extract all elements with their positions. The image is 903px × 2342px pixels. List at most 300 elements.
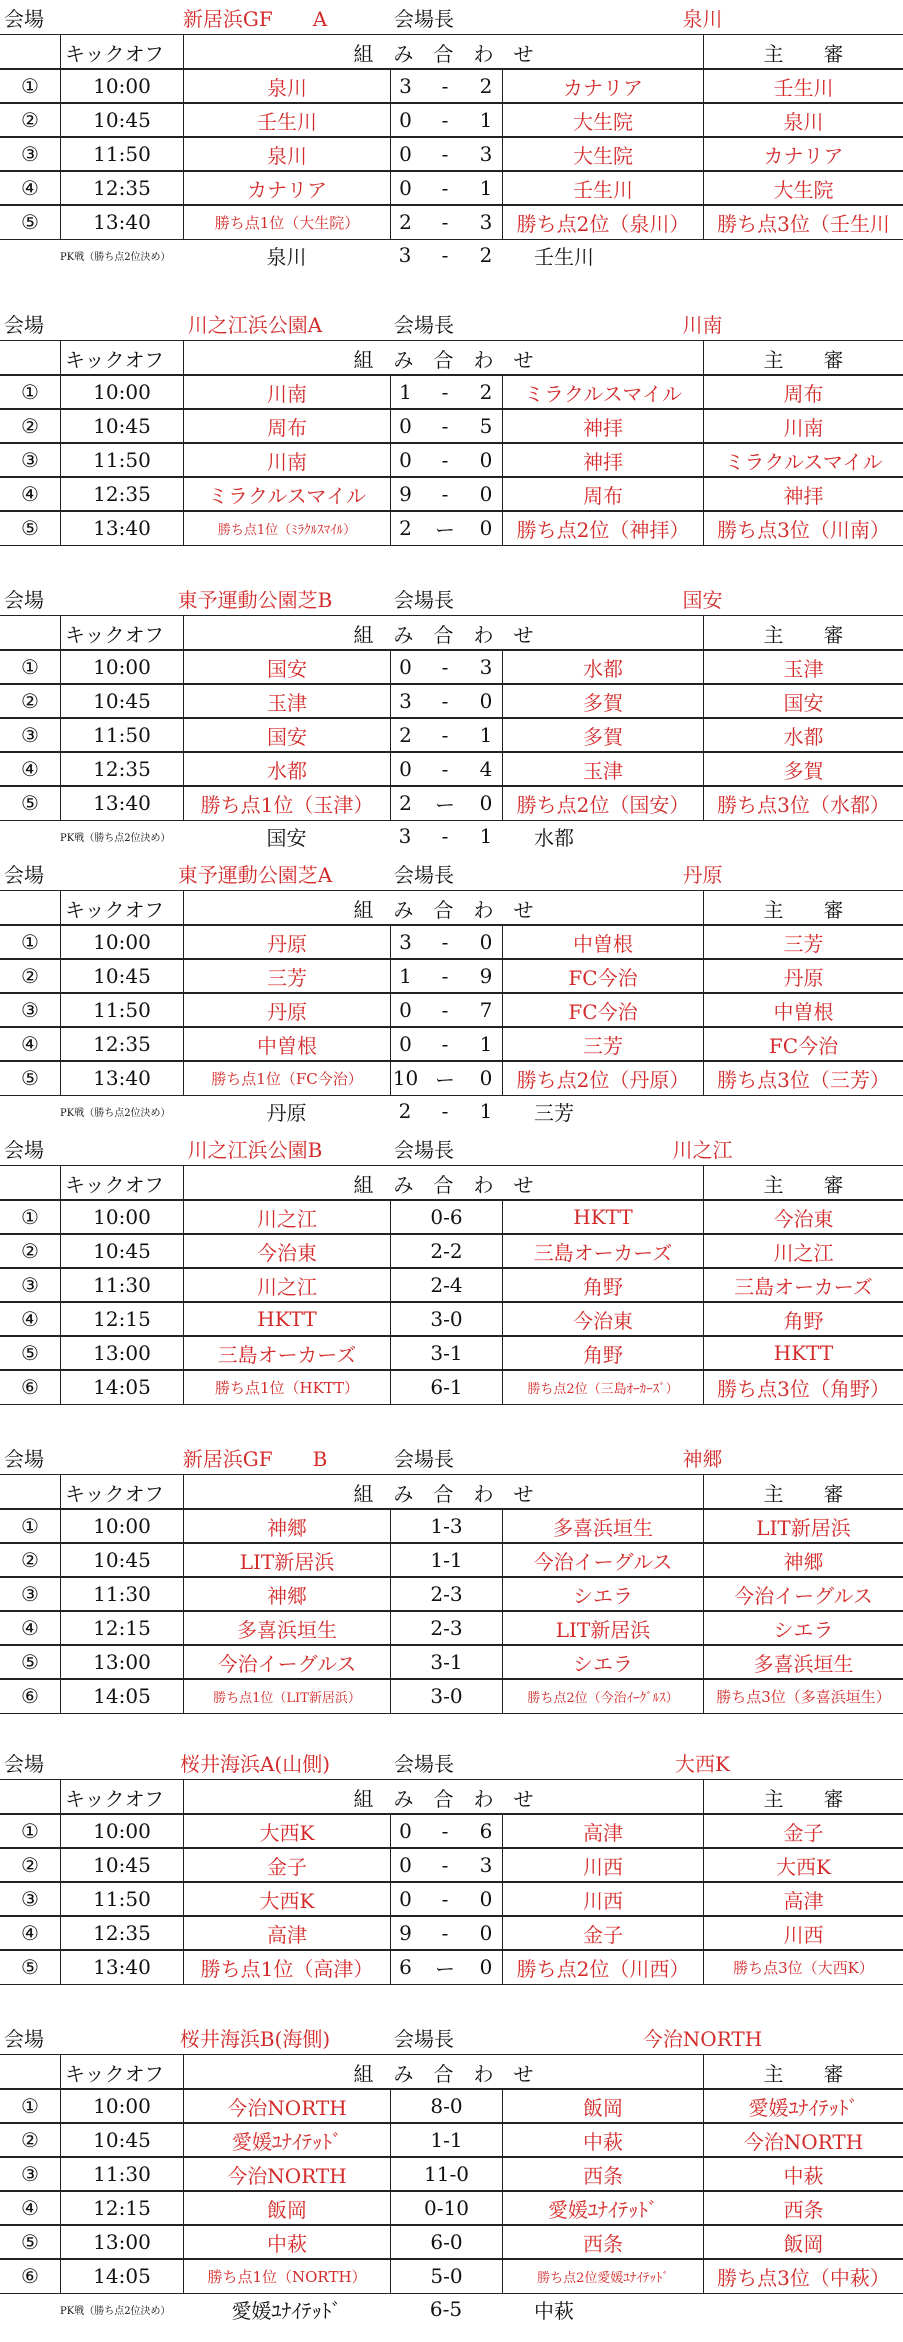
match-away-team: 玉津 (502, 752, 703, 786)
match-row (0, 510, 903, 546)
match-home-team: 今治NORTH (183, 2089, 390, 2123)
match-score-away: 3 (479, 1853, 493, 1877)
match-score-dash: - (441, 1921, 449, 1945)
match-referee: 西条 (703, 2191, 903, 2225)
match-score-away: 3 (479, 210, 493, 234)
column-no (0, 616, 60, 650)
match-row (0, 476, 903, 512)
match-home-team: 今治東 (183, 1234, 390, 1268)
match-referee: 川南 (703, 409, 903, 443)
match-kickoff-time: 10:45 (60, 2123, 183, 2157)
match-score-dash: ー (435, 1956, 455, 1981)
pk-away-team: 中萩 (534, 2298, 574, 2323)
match-kickoff-time: 13:40 (60, 786, 183, 820)
column-kickoff: キックオフ (60, 891, 183, 925)
match-number: ③ (21, 1273, 39, 1297)
match-referee: FC今治 (703, 1027, 903, 1061)
column-no (0, 1780, 60, 1814)
match-home-team: カナリア (183, 171, 390, 205)
match-away-team: 勝ち点2位（泉川） (502, 205, 703, 239)
match-referee: 金子 (703, 1814, 903, 1848)
match-number: ② (21, 1239, 39, 1263)
column-match: 組 み 合 わ せ (183, 891, 703, 925)
match-kickoff-time: 11:30 (60, 2157, 183, 2191)
match-home-team: 金子 (183, 1848, 390, 1882)
column-header-row (0, 1779, 903, 1815)
column-header-row (0, 1165, 903, 1201)
match-referee: 勝ち点3位（中萩） (703, 2259, 903, 2293)
match-row (0, 924, 903, 960)
match-score: 3-1 (390, 1645, 502, 1679)
match-number: ③ (21, 1887, 39, 1911)
match-home-team: 壬生川 (183, 103, 390, 137)
match-number: ④ (21, 1616, 39, 1640)
match-score-away: 6 (479, 1819, 493, 1843)
match-number: ⑤ (21, 1066, 39, 1090)
match-score-dash: ー (435, 1067, 455, 1092)
column-no (0, 1475, 60, 1509)
venue-head-name: 川南 (682, 312, 723, 337)
match-number: ④ (21, 1921, 39, 1945)
match-away-team: 多喜浜垣生 (502, 1509, 703, 1543)
match-home-team: 高津 (183, 1916, 390, 1950)
venue-head-label: 会場長 (394, 862, 454, 887)
match-away-team: 多賀 (502, 718, 703, 752)
pk-score-home: 2 (398, 1099, 412, 1123)
match-away-team: 中萩 (502, 2123, 703, 2157)
match-score-dash: - (441, 723, 449, 747)
match-score-dash: - (441, 380, 449, 404)
match-score-away: 3 (479, 655, 493, 679)
match-home-team: HKTT (183, 1302, 390, 1336)
pk-note: PK戦（勝ち点2位決め） (60, 2305, 171, 2317)
match-home-team: 勝ち点1位（ﾐﾗｸﾙｽﾏｲﾙ） (183, 511, 390, 545)
column-kickoff: キックオフ (60, 35, 183, 69)
match-score-away: 0 (479, 448, 493, 472)
match-away-team: 角野 (502, 1268, 703, 1302)
column-referee: 主 審 (703, 35, 903, 69)
venue-head-name: 川之江 (672, 1137, 733, 1162)
column-referee: 主 審 (703, 1166, 903, 1200)
match-referee: ミラクルスマイル (703, 443, 903, 477)
match-score-home: 0 (390, 1882, 420, 1916)
match-away-team: 勝ち点2位（川西） (502, 1950, 703, 1984)
match-kickoff-time: 12:15 (60, 2191, 183, 2225)
match-row (0, 1335, 903, 1371)
column-header-row (0, 34, 903, 70)
match-referee: 勝ち点3位（三芳） (703, 1061, 903, 1095)
match-kickoff-time: 10:45 (60, 103, 183, 137)
column-no (0, 341, 60, 375)
match-away-team: LIT新居浜 (502, 1611, 703, 1645)
match-kickoff-time: 11:50 (60, 993, 183, 1027)
match-home-team: 水都 (183, 752, 390, 786)
match-number: ③ (21, 142, 39, 166)
match-away-team: シエラ (502, 1577, 703, 1611)
match-score: 6-0 (390, 2225, 502, 2259)
match-referee: 多喜浜垣生 (703, 1645, 903, 1679)
match-score-home: 0 (390, 1848, 420, 1882)
column-header-row (0, 615, 903, 651)
match-away-team: 勝ち点2位（国安） (502, 786, 703, 820)
match-row (0, 2088, 903, 2124)
match-home-team: 玉津 (183, 684, 390, 718)
venue-head-name: 泉川 (682, 6, 723, 31)
pk-row (0, 238, 903, 272)
match-score-away: 0 (479, 1921, 493, 1945)
match-row (0, 1267, 903, 1303)
match-kickoff-time: 13:00 (60, 1645, 183, 1679)
venue-head-label: 会場長 (394, 6, 454, 31)
venue-name: 桜井海浜B(海側) (179, 2026, 331, 2051)
match-referee: 川之江 (703, 1234, 903, 1268)
match-score-away: 1 (479, 108, 493, 132)
match-number: ④ (21, 757, 39, 781)
match-away-team: 神拝 (502, 443, 703, 477)
match-kickoff-time: 10:00 (60, 2089, 183, 2123)
match-referee: 今治イーグルス (703, 1577, 903, 1611)
match-home-team: 愛媛ﾕﾅｲﾃｯﾄﾞ (183, 2123, 390, 2157)
match-home-team: 国安 (183, 650, 390, 684)
column-match: 組 み 合 わ せ (183, 1166, 703, 1200)
match-score: 3-0 (390, 1679, 502, 1713)
match-referee: 多賀 (703, 752, 903, 786)
match-row (0, 374, 903, 410)
match-home-team: 泉川 (183, 137, 390, 171)
match-referee: 中曽根 (703, 993, 903, 1027)
match-kickoff-time: 13:00 (60, 2225, 183, 2259)
column-no (0, 891, 60, 925)
match-number: ④ (21, 1307, 39, 1331)
match-away-team: 大生院 (502, 137, 703, 171)
match-referee: 泉川 (703, 103, 903, 137)
match-kickoff-time: 14:05 (60, 2259, 183, 2293)
match-score-home: 6 (390, 1950, 420, 1984)
match-score-home: 3 (390, 69, 420, 103)
match-home-team: 神郷 (183, 1577, 390, 1611)
match-home-team: 川之江 (183, 1200, 390, 1234)
pk-score-away: 1 (479, 1099, 493, 1123)
match-referee: 玉津 (703, 650, 903, 684)
match-number: ② (21, 964, 39, 988)
match-kickoff-time: 11:50 (60, 443, 183, 477)
match-referee: HKTT (703, 1336, 903, 1370)
match-home-team: 勝ち点1位（FC今治） (183, 1061, 390, 1095)
match-home-team: 勝ち点1位（大生院） (183, 205, 390, 239)
match-kickoff-time: 11:50 (60, 1882, 183, 1916)
match-home-team: 中萩 (183, 2225, 390, 2259)
match-row (0, 1813, 903, 1849)
match-number: ② (21, 1548, 39, 1572)
match-score-away: 2 (479, 380, 493, 404)
match-row (0, 170, 903, 206)
venue-head-name: 大西K (675, 1751, 730, 1776)
venue-head-label: 会場長 (394, 1446, 454, 1471)
match-away-team: HKTT (502, 1200, 703, 1234)
match-row (0, 1508, 903, 1544)
match-score-home: 2 (390, 786, 420, 820)
match-row (0, 2156, 903, 2192)
match-away-team: 中曽根 (502, 925, 703, 959)
match-score-dash: - (441, 108, 449, 132)
venue-header-row (0, 856, 903, 890)
match-referee: カナリア (703, 137, 903, 171)
match-row (0, 408, 903, 444)
pk-row (0, 819, 903, 853)
venue-header-row (0, 1131, 903, 1165)
match-away-team: 水都 (502, 650, 703, 684)
match-number: ⑥ (21, 1684, 39, 1708)
match-score-home: 10 (390, 1061, 420, 1095)
match-away-team: 勝ち点2位（今治ｲｰｸﾞﾙｽ） (502, 1679, 703, 1713)
match-home-team: 大西K (183, 1882, 390, 1916)
match-number: ② (21, 2128, 39, 2152)
match-row (0, 102, 903, 138)
match-score: 6-1 (390, 1370, 502, 1404)
match-row (0, 1369, 903, 1405)
match-score-dash: - (441, 1032, 449, 1056)
match-score-home: 0 (390, 171, 420, 205)
match-score-dash: - (441, 655, 449, 679)
match-score-dash: - (441, 930, 449, 954)
pk-score-dash: - (441, 1099, 449, 1123)
pk-home-team: 愛媛ﾕﾅｲﾃｯﾄﾞ (231, 2298, 342, 2323)
match-referee: 大西K (703, 1848, 903, 1882)
match-score-home: 0 (390, 650, 420, 684)
column-no (0, 1166, 60, 1200)
venue-label: 会場 (4, 587, 44, 612)
match-kickoff-time: 12:35 (60, 1027, 183, 1061)
match-referee: 勝ち点3位（川南） (703, 511, 903, 545)
match-score-away: 0 (479, 689, 493, 713)
match-score-dash: - (441, 414, 449, 438)
venue-name: 川之江浜公園A (187, 312, 323, 337)
match-kickoff-time: 12:35 (60, 752, 183, 786)
match-number: ① (21, 1514, 39, 1538)
match-home-team: 大西K (183, 1814, 390, 1848)
match-score-dash: - (441, 74, 449, 98)
match-referee: 丹原 (703, 959, 903, 993)
match-score-away: 0 (479, 1066, 493, 1090)
venue-head-label: 会場長 (394, 587, 454, 612)
match-home-team: 勝ち点1位（NORTH） (183, 2259, 390, 2293)
match-home-team: 今治NORTH (183, 2157, 390, 2191)
match-score-home: 0 (390, 752, 420, 786)
match-referee: 勝ち点3位（大西K） (703, 1950, 903, 1984)
venue-header-row (0, 306, 903, 340)
pk-score-away: 2 (479, 243, 493, 267)
match-score-away: 5 (479, 414, 493, 438)
match-kickoff-time: 10:00 (60, 1814, 183, 1848)
match-row (0, 1644, 903, 1680)
match-score-home: 0 (390, 103, 420, 137)
match-score-home: 2 (390, 718, 420, 752)
match-score-home: 3 (390, 925, 420, 959)
match-number: ⑤ (21, 2230, 39, 2254)
match-referee: 勝ち点3位（水都） (703, 786, 903, 820)
venue-name: 新居浜GF A (182, 6, 328, 31)
match-away-team: 今治東 (502, 1302, 703, 1336)
match-referee: 川西 (703, 1916, 903, 1950)
match-score-home: 2 (390, 511, 420, 545)
match-away-team: 西条 (502, 2157, 703, 2191)
column-match: 組 み 合 わ せ (183, 1780, 703, 1814)
match-score-away: 0 (479, 930, 493, 954)
venue-head-label: 会場長 (394, 1751, 454, 1776)
venue-label: 会場 (4, 1137, 44, 1162)
match-kickoff-time: 12:35 (60, 477, 183, 511)
column-referee: 主 審 (703, 616, 903, 650)
match-number: ③ (21, 723, 39, 747)
match-score-away: 4 (479, 757, 493, 781)
column-header-row (0, 2054, 903, 2090)
match-kickoff-time: 10:45 (60, 1234, 183, 1268)
column-referee: 主 審 (703, 2055, 903, 2089)
match-number: ① (21, 380, 39, 404)
match-row (0, 649, 903, 685)
match-score-home: 0 (390, 993, 420, 1027)
column-kickoff: キックオフ (60, 1475, 183, 1509)
match-number: ⑤ (21, 1955, 39, 1979)
match-score-home: 1 (390, 959, 420, 993)
pk-away-team: 壬生川 (534, 244, 594, 269)
match-kickoff-time: 10:45 (60, 684, 183, 718)
venue-name: 東予運動公園芝A (177, 862, 333, 887)
match-score-away: 1 (479, 176, 493, 200)
column-referee: 主 審 (703, 891, 903, 925)
match-score-dash: ー (435, 792, 455, 817)
match-number: ② (21, 689, 39, 713)
pk-home-team: 泉川 (266, 244, 307, 269)
pk-note: PK戦（勝ち点2位決め） (60, 832, 171, 844)
match-score-home: 0 (390, 1027, 420, 1061)
venue-label: 会場 (4, 2026, 44, 2051)
match-home-team: 丹原 (183, 925, 390, 959)
match-kickoff-time: 13:00 (60, 1336, 183, 1370)
match-score-dash: - (441, 176, 449, 200)
pk-score: 6-5 (429, 2297, 463, 2321)
match-row (0, 2224, 903, 2260)
match-row (0, 1610, 903, 1646)
match-referee: 飯岡 (703, 2225, 903, 2259)
venue-header-row (0, 0, 903, 34)
column-match: 組 み 合 わ せ (183, 35, 703, 69)
match-referee: 三芳 (703, 925, 903, 959)
match-row (0, 683, 903, 719)
column-referee: 主 審 (703, 341, 903, 375)
match-kickoff-time: 11:50 (60, 137, 183, 171)
match-referee: 周布 (703, 375, 903, 409)
match-number: ② (21, 1853, 39, 1877)
match-number: ⑤ (21, 516, 39, 540)
match-kickoff-time: 10:00 (60, 650, 183, 684)
match-row (0, 1915, 903, 1951)
match-score-home: 3 (390, 684, 420, 718)
match-row (0, 68, 903, 104)
match-score-dash: - (441, 1853, 449, 1877)
pk-score-home: 3 (398, 824, 412, 848)
match-score-away: 3 (479, 142, 493, 166)
match-number: ③ (21, 2162, 39, 2186)
match-score-dash: - (441, 142, 449, 166)
match-home-team: 周布 (183, 409, 390, 443)
pk-row (0, 2292, 903, 2326)
match-score-dash: - (441, 210, 449, 234)
match-home-team: 川南 (183, 443, 390, 477)
match-score: 1-1 (390, 2123, 502, 2157)
match-away-team: FC今治 (502, 993, 703, 1027)
match-score: 2-4 (390, 1268, 502, 1302)
pk-away-team: 三芳 (534, 1100, 574, 1125)
match-score-dash: - (441, 964, 449, 988)
match-referee: 今治NORTH (703, 2123, 903, 2157)
match-away-team: ミラクルスマイル (502, 375, 703, 409)
venue-header-row (0, 1745, 903, 1779)
match-row (0, 1233, 903, 1269)
match-referee: 大生院 (703, 171, 903, 205)
match-number: ① (21, 1205, 39, 1229)
match-kickoff-time: 12:35 (60, 171, 183, 205)
match-away-team: 三島オーカーズ (502, 1234, 703, 1268)
column-referee: 主 審 (703, 1475, 903, 1509)
match-home-team: 川南 (183, 375, 390, 409)
match-score-dash: - (441, 757, 449, 781)
match-row (0, 442, 903, 478)
pk-score-home: 3 (398, 243, 412, 267)
match-referee: 角野 (703, 1302, 903, 1336)
match-score-dash: - (441, 448, 449, 472)
match-away-team: 愛媛ﾕﾅｲﾃｯﾄﾞ (502, 2191, 703, 2225)
match-row (0, 136, 903, 172)
match-row (0, 1199, 903, 1235)
match-kickoff-time: 10:45 (60, 1848, 183, 1882)
column-kickoff: キックオフ (60, 1166, 183, 1200)
match-home-team: 中曽根 (183, 1027, 390, 1061)
match-score-home: 1 (390, 375, 420, 409)
match-referee: 壬生川 (703, 69, 903, 103)
match-home-team: 三芳 (183, 959, 390, 993)
match-score: 5-0 (390, 2259, 502, 2293)
match-row (0, 785, 903, 821)
column-no (0, 2055, 60, 2089)
match-home-team: 勝ち点1位（玉津） (183, 786, 390, 820)
match-kickoff-time: 14:05 (60, 1679, 183, 1713)
match-score-home: 9 (390, 1916, 420, 1950)
column-header-row (0, 890, 903, 926)
match-score-dash: - (441, 1887, 449, 1911)
match-away-team: 川西 (502, 1848, 703, 1882)
match-number: ② (21, 108, 39, 132)
match-score-away: 0 (479, 1955, 493, 1979)
pk-home-team: 国安 (266, 825, 307, 850)
match-row (0, 1576, 903, 1612)
match-away-team: 壬生川 (502, 171, 703, 205)
match-kickoff-time: 13:40 (60, 1950, 183, 1984)
match-score-home: 0 (390, 443, 420, 477)
column-referee: 主 審 (703, 1780, 903, 1814)
pk-away-team: 水都 (534, 825, 574, 850)
column-kickoff: キックオフ (60, 1780, 183, 1814)
match-away-team: カナリア (502, 69, 703, 103)
match-number: ④ (21, 1032, 39, 1056)
match-away-team: 勝ち点2位（三島ｵｰｶｰｽﾞ） (502, 1370, 703, 1404)
match-row (0, 717, 903, 753)
match-number: ⑤ (21, 210, 39, 234)
match-away-team: 高津 (502, 1814, 703, 1848)
venue-name: 川之江浜公園B (187, 1137, 323, 1162)
match-referee: 勝ち点3位（壬生川 (703, 205, 903, 239)
match-away-team: FC今治 (502, 959, 703, 993)
